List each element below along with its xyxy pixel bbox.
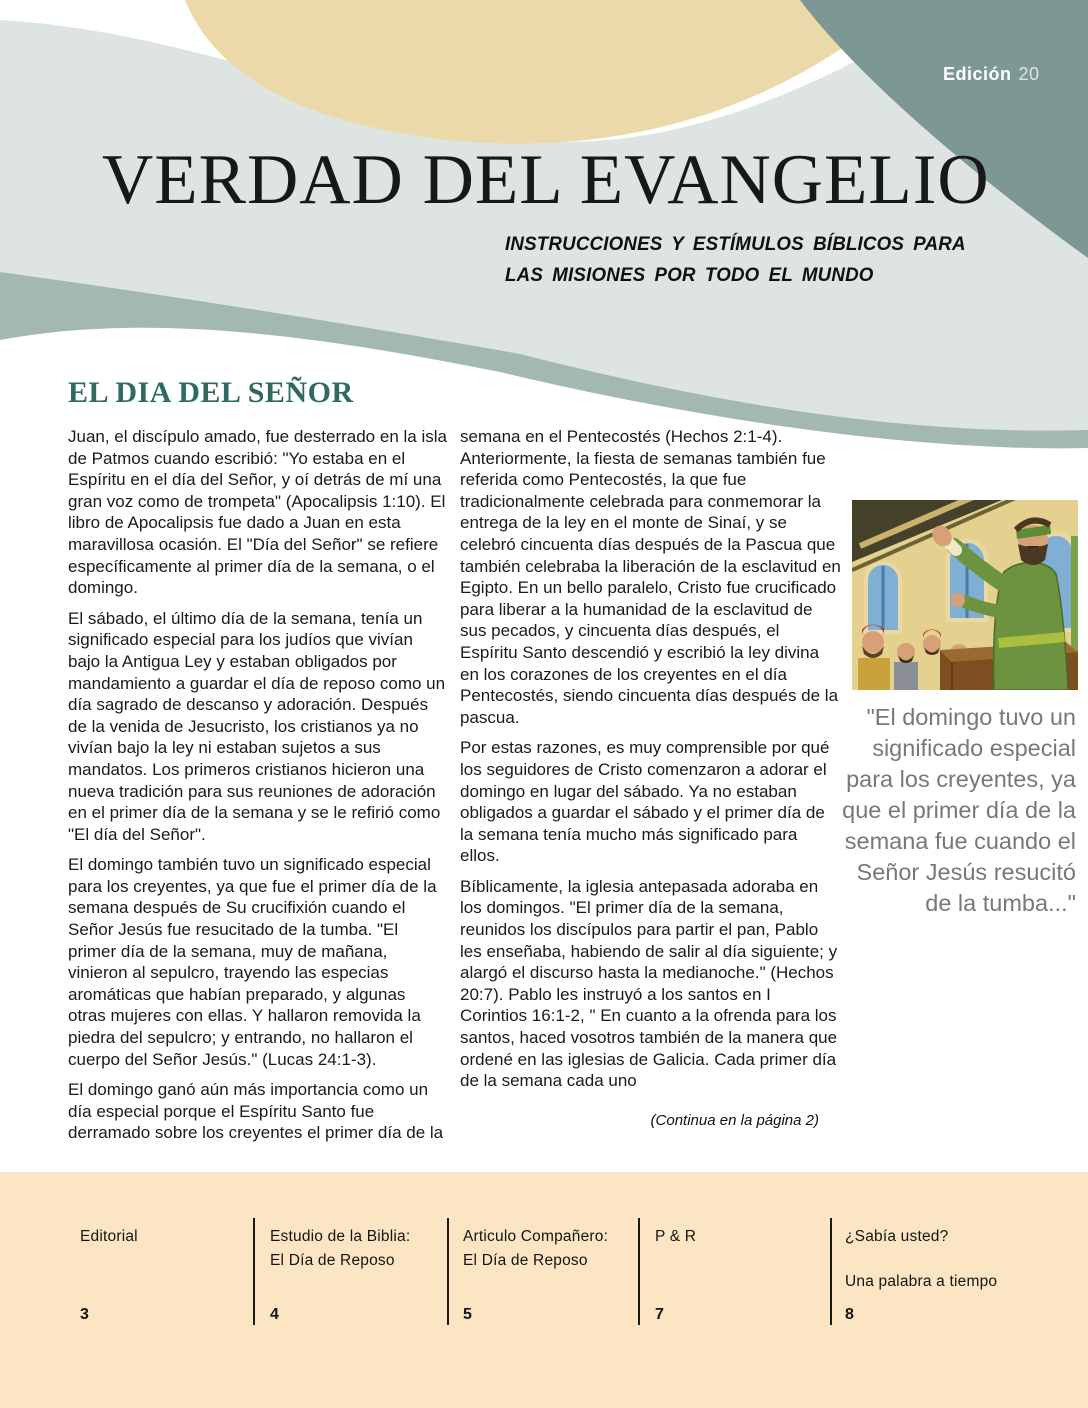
article-paragraph: Bíblicamente, la iglesia antepasada adoraba en los domingos. "El primer día de la semana, reunidos los discípulos para partir el pan, Pablo les enseñaba, habiendo de salir al día siguiente; y alargó el discurso hasta la medianoche." (Hechos 20:7). Pablo les instruyó a los santos en I Corintios 16:1-2, " En cuanto a la ofrenda para los santos, haced vosotros también de la manera que ordené en las iglesias de Galicia. Cada primer día de la semana cada uno — [460, 876, 838, 1091]
toc-item-label: Editorial — [80, 1228, 138, 1245]
toc-item-articulo-companero — [463, 1225, 645, 1323]
toc-item-label: Articulo Compañero: — [463, 1228, 609, 1245]
continuation-note: (Continua en la página 2) — [650, 1111, 819, 1129]
article-paragraph: Juan, el discípulo amado, fue desterrado en la isla de Patmos cuando escribió: "Yo estaba en el Espíritu en el día del Señor, y oí detrás de mí una gran voz como de trompeta" (Apocalipsis 1:10). El libro de Apocalipsis fue dado a Juan en esta maravillosa ocasión. El "Día del Señor" se refiere específicamente al primer día de la semana, o el domingo. — [68, 427, 447, 598]
article-paragraph: El domingo ganó aún más importancia como un día especial porque el Espíritu Santo fue derramado sobre los creyentes el primer día de la — [68, 1080, 444, 1143]
toc-item-sublabel: Una palabra a tiempo — [845, 1273, 998, 1290]
toc-item-label: P & R — [655, 1228, 697, 1245]
article-paragraph: El domingo también tuvo un significado especial para los creyentes, ya que fue el primer día de la semana después de Su crucifixión cuando el Señor Jesús fue resucitado de la tumba. "El primer día de la semana, muy de mañana, vinieron al sepulcro, trayendo las especias aromáticas que habían preparado, y algunas otras mujeres con ellas. Y hallaron removida la piedra del sepulcro; y entrando, no hallaron el cuerpo del Señor Jesús." (Lucas 24:1-3). — [68, 855, 437, 1069]
toc-item-label: Estudio de la Biblia: — [270, 1228, 411, 1245]
edition-label — [943, 64, 1040, 85]
toc-page-number: 3 — [80, 1306, 90, 1323]
article-column-1 — [68, 426, 447, 1153]
toc-page-number: 8 — [845, 1306, 855, 1323]
article-paragraph: semana en el Pentecostés (Hechos 2:1-4). Anteriormente, la fiesta de semanas también fue referida como Pentecostés, la que fue tradicionalmente celebrada para conmemorar la entrega de la ley en el monte de Sinaí, y se celebró cincuenta días después de la Pascua que también celebraba la liberación de la esclavitud en Egipto. En un bello paralelo, Cristo fue crucificado para liberar a la humanidad de la esclavitud de sus pecados, y cincuenta días después, el Espíritu Santo descendió y escribió la ley divina en los corazones de los creyentes en el día Pentecostés, siendo cincuenta días después de la pascua. — [460, 427, 841, 727]
article-column-2 — [460, 426, 841, 1140]
table-of-contents — [0, 1172, 1088, 1408]
edition-number: 20 — [1018, 64, 1040, 84]
newsletter-title: VERDAD DEL EVANGELIO — [102, 141, 990, 219]
toc-item-sabia-usted — [845, 1225, 1027, 1323]
toc-item-estudio-biblia — [270, 1225, 452, 1323]
toc-page-number: 5 — [463, 1306, 473, 1323]
article-paragraph: Por estas razones, es muy comprensible por qué los seguidores de Cristo comenzaron a adorar el domingo en lugar del sábado. Ya no estaban obligados a guardar el sábado y el primer día de la semana tenía mucho más significado para ellos. — [460, 738, 830, 866]
paul-preaching-illustration — [852, 500, 1078, 690]
toc-page-number: 4 — [270, 1306, 280, 1323]
subtitle-line2: LAS MISIONES POR TODO EL MUNDO — [505, 264, 874, 286]
toc-item-p-y-r — [655, 1225, 837, 1323]
toc-item-sublabel: El Día de Reposo — [270, 1252, 395, 1269]
toc-item-editorial — [80, 1225, 262, 1323]
toc-item-sublabel: El Día de Reposo — [463, 1252, 588, 1269]
article-heading: EL DIA DEL SEÑOR — [68, 376, 354, 409]
toc-item-label: ¿Sabía usted? — [845, 1228, 949, 1245]
pull-quote: "El domingo tuvo un significado especial para los creyentes, ya que el primer día de la semana fue cuando el Señor Jesús resucitó de la tumba..." — [842, 704, 1076, 916]
article-paragraph: El sábado, el último día de la semana, tenía un significado especial para los judíos que vivían bajo la Antigua Ley y estaban obligados por mandamiento a guardar el día de reposo como un día sagrado de descanso y adoración. Después de la venida de Jesucristo, los cristianos ya no vivían bajo la ley ni estaban sujetos a sus mandatos. Los primeros cristianos hicieron una nueva tradición para sus reuniones de adoración en el primer día de la semana y se le refirió como "El día del Señor". — [68, 608, 446, 844]
subtitle-line1: INSTRUCCIONES Y ESTÍMULOS BÍBLICOS PARA — [505, 233, 966, 255]
toc-page-number: 7 — [655, 1306, 665, 1323]
edition-word: Edición — [943, 64, 1012, 84]
newsletter-subtitle — [505, 229, 966, 291]
